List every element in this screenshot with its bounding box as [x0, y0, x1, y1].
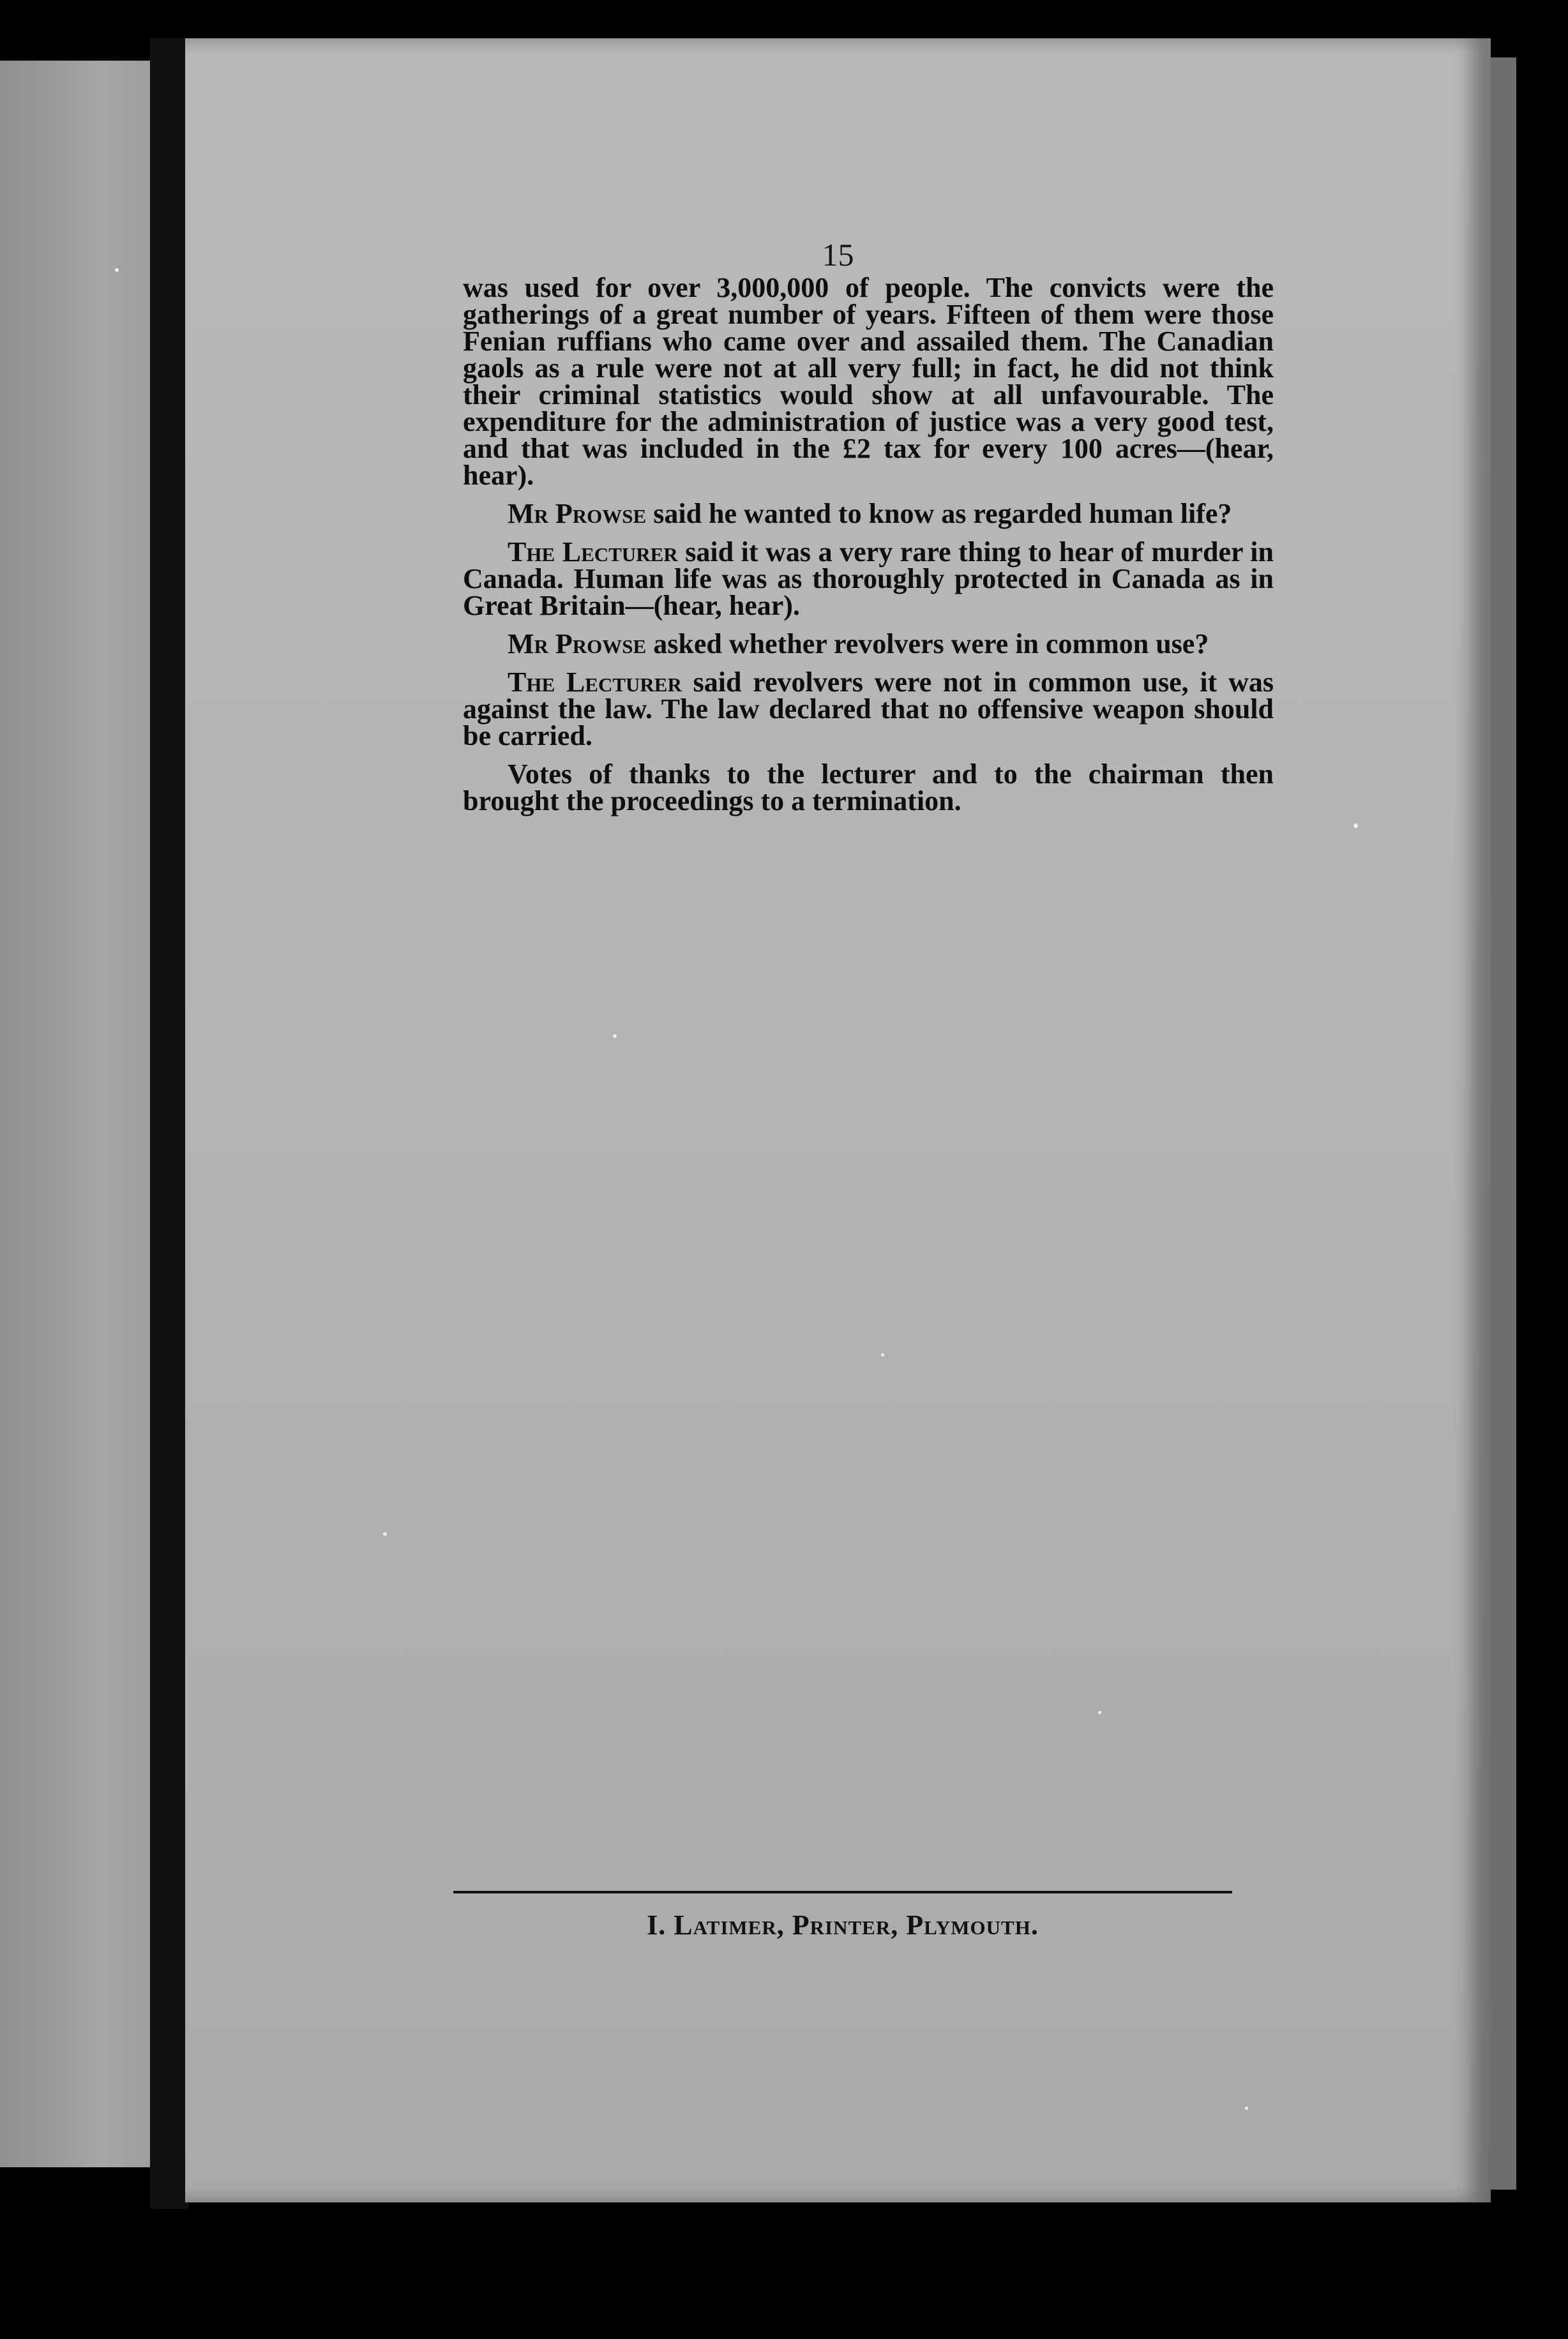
paragraph	[463, 628, 1274, 659]
dust-speck	[383, 1532, 387, 1536]
paragraph	[463, 536, 1274, 621]
body-text	[463, 272, 1274, 826]
dust-speck	[881, 1353, 884, 1357]
paragraph	[463, 272, 1274, 491]
dust-speck	[1098, 1711, 1101, 1714]
imprint-rule	[453, 1891, 1232, 1893]
dust-speck	[115, 268, 119, 272]
paragraph	[463, 758, 1274, 816]
paragraph	[463, 500, 1274, 527]
printer-imprint: I. Latimer, Printer, Plymouth.	[647, 1909, 1039, 1941]
paragraph-text: said it was a very rare thing to hear of murder in Canada. Human life was as thoroughly protected in Canada as in Great Britain—(hear, hear).	[463, 536, 1274, 621]
page-edge-shadow	[1491, 57, 1516, 2190]
page-number: 15	[822, 237, 854, 273]
speaker-name: The Lecturer	[508, 666, 682, 698]
dust-speck	[1353, 824, 1358, 828]
paragraph	[463, 666, 1274, 751]
paragraph-text: was used for over 3,000,000 of people. The convicts were the gatherings of a great number of years. Fifteen of them were those Fenian ruffians who came over and assailed them. The Canadian gaols as a rule were not at all very full; in fact, he did not think their criminal statistics would show at all unfavourable. The expenditure for the administration of justice was a very good test, and that was included in the £2 tax for every 100 acres—(hear, hear).	[463, 272, 1274, 491]
book-gutter	[150, 38, 188, 2209]
paragraph-text: said he wanted to know as regarded human life?	[646, 498, 1232, 529]
speaker-name: Mr Prowse	[508, 628, 647, 659]
dust-speck	[613, 1034, 617, 1038]
paragraph-text: asked whether revolvers were in common use?	[646, 628, 1209, 659]
paragraph-text: Votes of thanks to the lecturer and to the chairman then brought the proceedings to a termination.	[463, 758, 1274, 816]
paragraph-text: said revolvers were not in common use, it was against the law. The law declared that no offensive weapon should be carried.	[463, 666, 1274, 751]
facing-page	[0, 61, 169, 2167]
speaker-name: Mr Prowse	[508, 498, 647, 529]
dust-speck	[1245, 2107, 1248, 2110]
speaker-name: The Lecturer	[508, 536, 678, 568]
